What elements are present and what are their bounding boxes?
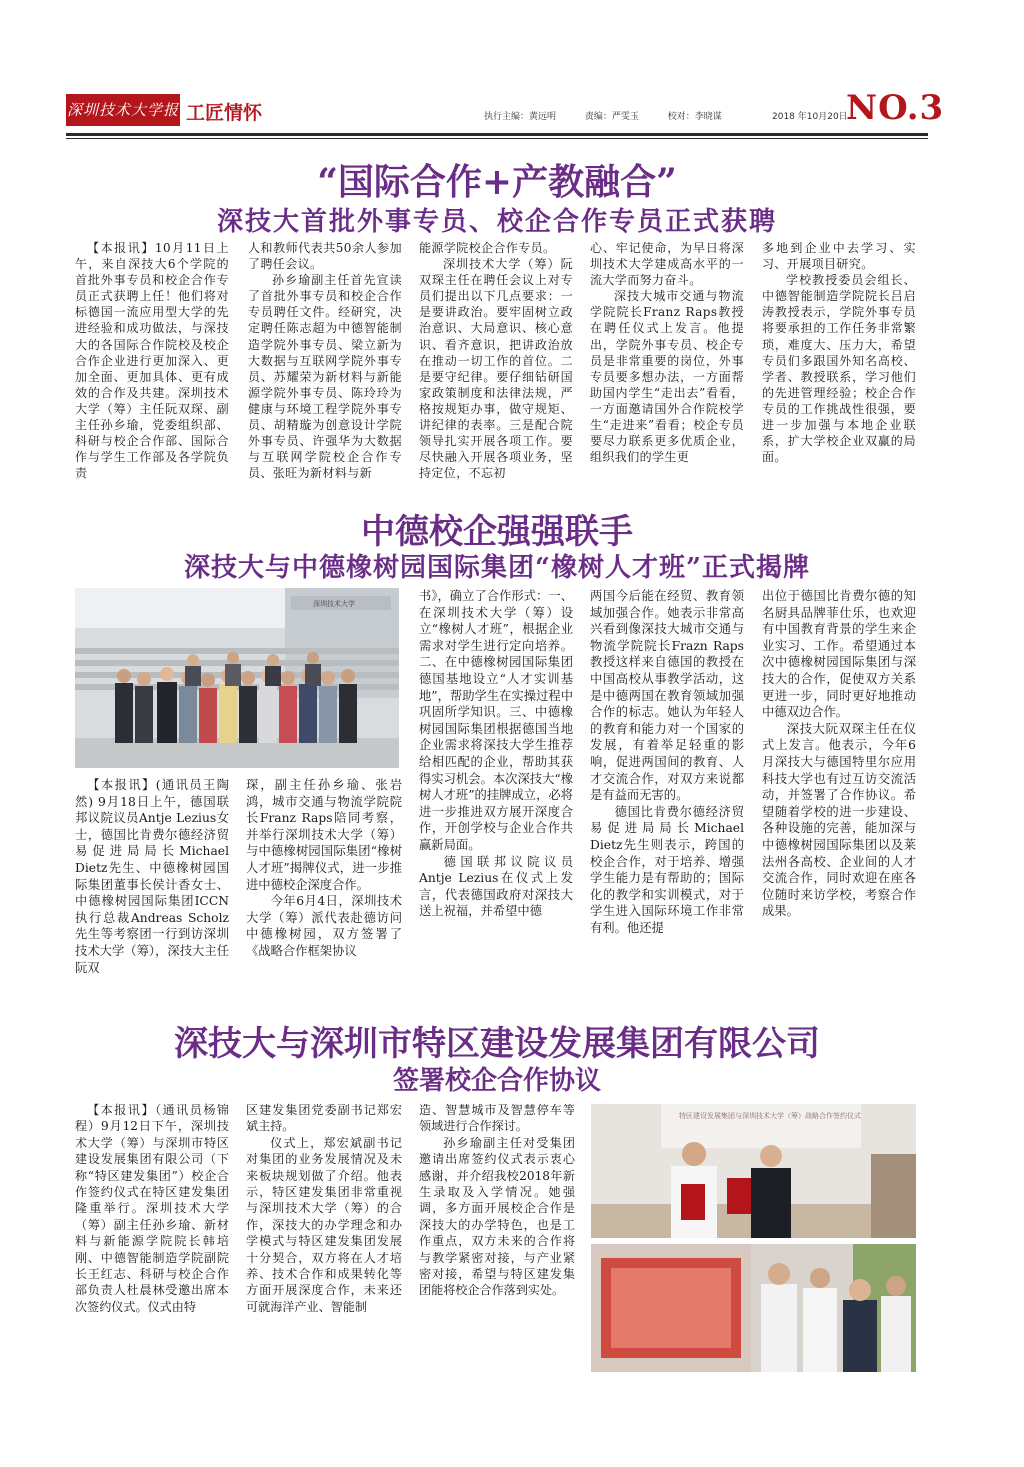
article3-column-1: 【本报讯】（通讯员杨锦程）9月12日下午，深圳技术大学（筹）与深圳市特区建设发展集团有限公司（下称“特区建发集团”）校企合作签约仪式在特区建发集团隆重举行。深圳技术大学（筹）副主任孙乡瑜、新材料与新能源学院院长韩培刚、中德智能制造学院副院长王红志、科研与校企合作部负责人杜晨林受邀出席本次签约仪式。仪式由特 bbox=[75, 1103, 229, 1314]
article3-column-3: 造、智慧城市及智慧停车等领域进行合作探讨。 孙乡瑜副主任对受集团邀请出席签约仪式表示衷心感谢，并介绍我校2018年新生录取及入学情况。她强调，多方面开展校企合作是深技大的办学特色，也是工作重点，双方未来的合作将与教学紧密对接，与产业紧密对接，希望与特区建发集团能将校企合作落到实处。 bbox=[419, 1103, 575, 1298]
newspaper-logo: 深圳技术大学报 bbox=[66, 94, 180, 126]
building-sign: 深圳技术大学 bbox=[313, 600, 355, 608]
masthead bbox=[66, 88, 945, 132]
article1-column-4: 心、牢记使命，为早日将深圳技术大学建成高水平的一流大学而努力奋斗。 深技大城市交通与物流学院院长Franz Raps教授在聘任仪式上发言。他提出，学院外事专员、校企专员是非常重要的岗位，外事专员要多想办法，一方面帮助国内学生“走出去”看看，一方面邀请国外合作院校学生“走进来”看看；校企专员要尽力联系更多优质企业，组织我们的学生更 bbox=[590, 241, 744, 465]
article1-column-1: 【本报讯】10月11日上午，来自深技大6个学院的首批外事专员和校企合作专员正式获聘上任！他们将对标德国一流应用型大学的先进经验和成功做法，与深技大的各国际合作院校及校企合作企业进行更加深入、更加全面、更加具体、更有成效的合作及共建。深圳技术大学（筹）主任阮双琛、副主任孙乡瑜，党委组织部、科研与校企合作部、国际合作与学生工作部及各学院负责 bbox=[75, 241, 229, 481]
signing-ceremony-photo bbox=[591, 1104, 916, 1238]
masthead-rule-thin bbox=[66, 138, 928, 139]
visit-photo bbox=[591, 1244, 916, 1372]
masthead-rule bbox=[66, 133, 928, 136]
issue-date: 2018 年10月20日 bbox=[772, 112, 848, 122]
article2-column-2: 琛，副主任孙乡瑜、张岩鸿，城市交通与物流学院院长Franz Raps陪同考察，并举行深圳技术大学（筹）与中德橡树园国际集团“橡树人才班”揭牌仪式，进一步推进中德校企深度合作。 今年6月4日，深圳技术大学（筹）派代表赴德访问中德橡树园，双方签署了《战略合作框架协议 bbox=[246, 778, 402, 958]
article3-column-2: 区建发集团党委副书记郑宏斌主持。 仪式上，郑宏斌副书记对集团的业务发展情况及未来板块规划做了介绍。他表示，特区建发集团非常重视与深圳技术大学（筹）的合作，深技大的办学理念和办学模式与特区建发集团发展十分契合，双方将在人才培养、技术合作和成果转化等方面开展深度合作，未来还可就海洋产业、智能制 bbox=[246, 1103, 402, 1314]
article2-column-4: 两国今后能在经贸、教育领域加强合作。她表示非常高兴看到像深技大城市交通与物流学院院长Frazn Raps教授这样来自德国的教授在中国高校从事教学活动，这是中德两国在教育领域加强合作的标志。她认为年轻人的教育和能力对一个国家的发展，有着举足轻重的影响，促进两国间的教育、人才交流合作，对双方来说都是有益而无害的。 德国比肯费尔德经济贸易促进局局长Michael Dietz先生则表示，跨国的校企合作，对于培养、增强学生能力是有帮助的；国际化的教学和实训模式，对于学生进入国际环境工作非常有利。他还提 bbox=[590, 589, 744, 935]
article2-column-1: 【本报讯】(通讯员王陶然) 9月18日上午，德国联邦议院议员Antje Lezius女士，德国比肯费尔德经济贸易促进局局长Michael Dietz先生、中德橡树园国际集团董事长侯计香女士、中德橡树园国际集团ICCN执行总裁Andreas Scholz先生等考察团一行到访深圳技术大学（筹），深技大主任阮双 bbox=[75, 778, 229, 975]
article2-column-5: 出位于德国比肯费尔德的知名厨具品牌菲仕乐，也欢迎有中国教育背景的学生来企业实习、工作。希望通过本次中德橡树园国际集团与深技大的合作，促使双方关系更进一步，同时更好地推动中德双边合作。 深技大阮双琛主任在仪式上发言。他表示，今年6月深技大与德国特里尔应用科技大学也有过互访交流活动，并签署了合作协议。希望随着学校的进一步建设、各种设施的完善，能加深与中德橡树园国际集团以及莱法州各高校、企业间的人才交流合作，同时欢迎在座各位随时来访学校，考察合作成果。 bbox=[762, 589, 916, 919]
ceremony-banner: 特区建设发展集团与深圳技术大学（筹）战略合作签约仪式 bbox=[679, 1112, 861, 1120]
issue-number: NO.3 bbox=[846, 88, 945, 128]
article1-column-5: 多地到企业中去学习、实习、开展项目研究。 学校教授委员会组长、中德智能制造学院院长吕启涛教授表示，学院外事专员将要承担的工作任务非常繁琐，难度大、压力大，希望专员们多跟国外知名高校、学者、教授联系，学习他们的先进管理经验；校企合作专员的工作挑战性很强，要进一步加强与本地企业联系，扩大学校企业双赢的局面。 bbox=[762, 241, 916, 465]
article2-subheadline: 深技大与中德橡树园国际集团“橡树人才班”正式揭牌 bbox=[184, 553, 810, 583]
credits bbox=[484, 109, 748, 122]
proofreader: 校对：李晓谋 bbox=[667, 112, 722, 122]
article3-subheadline: 签署校企合作协议 bbox=[392, 1066, 601, 1096]
section-name: 工匠情怀 bbox=[186, 102, 263, 124]
article1-headline: “国际合作+产教融合” bbox=[317, 161, 677, 203]
duty-editor: 责编：严雯玉 bbox=[584, 112, 639, 122]
executive-editor: 执行主编：黄远明 bbox=[484, 112, 557, 122]
group-photo bbox=[75, 588, 399, 768]
article1-subheadline: 深技大首批外事专员、校企合作专员正式获聘 bbox=[216, 207, 777, 237]
article1-column-3: 能源学院校企合作专员。 深圳技术大学（筹）阮双琛主任在聘任会议上对专员们提出以下几点要求：一是要讲政治。要牢固树立政治意识、大局意识、核心意识、看齐意识，把讲政治放在推动一切工作的首位。二是要守纪律。要仔细钻研国家政策制度和法律法规，严格按规矩办事，做守规矩、讲纪律的表率。三是配合院领导扎实开展各项工作。要尽快融入开展各项业务，坚持定位，不忘初 bbox=[419, 241, 573, 481]
article2-headline: 中德校企强强联手 bbox=[361, 512, 633, 552]
article2-column-3: 书》，确立了合作形式：一、在深圳技术大学（筹）设立“橡树人才班”，根据企业需求对学生进行定向培养。二、在中德橡树园国际集团德国基地设立“人才实训基地”，帮助学生在实操过程中巩固所学知识。三、中德橡树园国际集团根据德国当地企业需求将深技大学生推荐给相匹配的企业，帮助其获得实习机会。本次深技大“橡树人才班”的挂牌成立，必将进一步推进双方展开深度合作，开创学校与企业合作共赢新局面。 德国联邦议院议员Antje Lezius在仪式上发言，代表德国政府对深技大送上祝福，并希望中德 bbox=[419, 589, 573, 919]
article1-column-2: 人和教师代表共50余人参加了聘任会议。 孙乡瑜副主任首先宣读了首批外事专员和校企合作专员聘任文件。经研究，决定聘任陈志超为中德智能制造学院外事专员、梁立新为大数据与互联网学院外事专员、苏耀荣为新材料与新能源学院外事专员、陈玲玲为健康与环境工程学院外事专员、胡精璇为创意设计学院外事专员、许强华为大数据与互联网学院校企合作专员、张旺为新材料与新 bbox=[248, 241, 402, 481]
article3-headline: 深技大与深圳市特区建设发展集团有限公司 bbox=[174, 1024, 820, 1064]
